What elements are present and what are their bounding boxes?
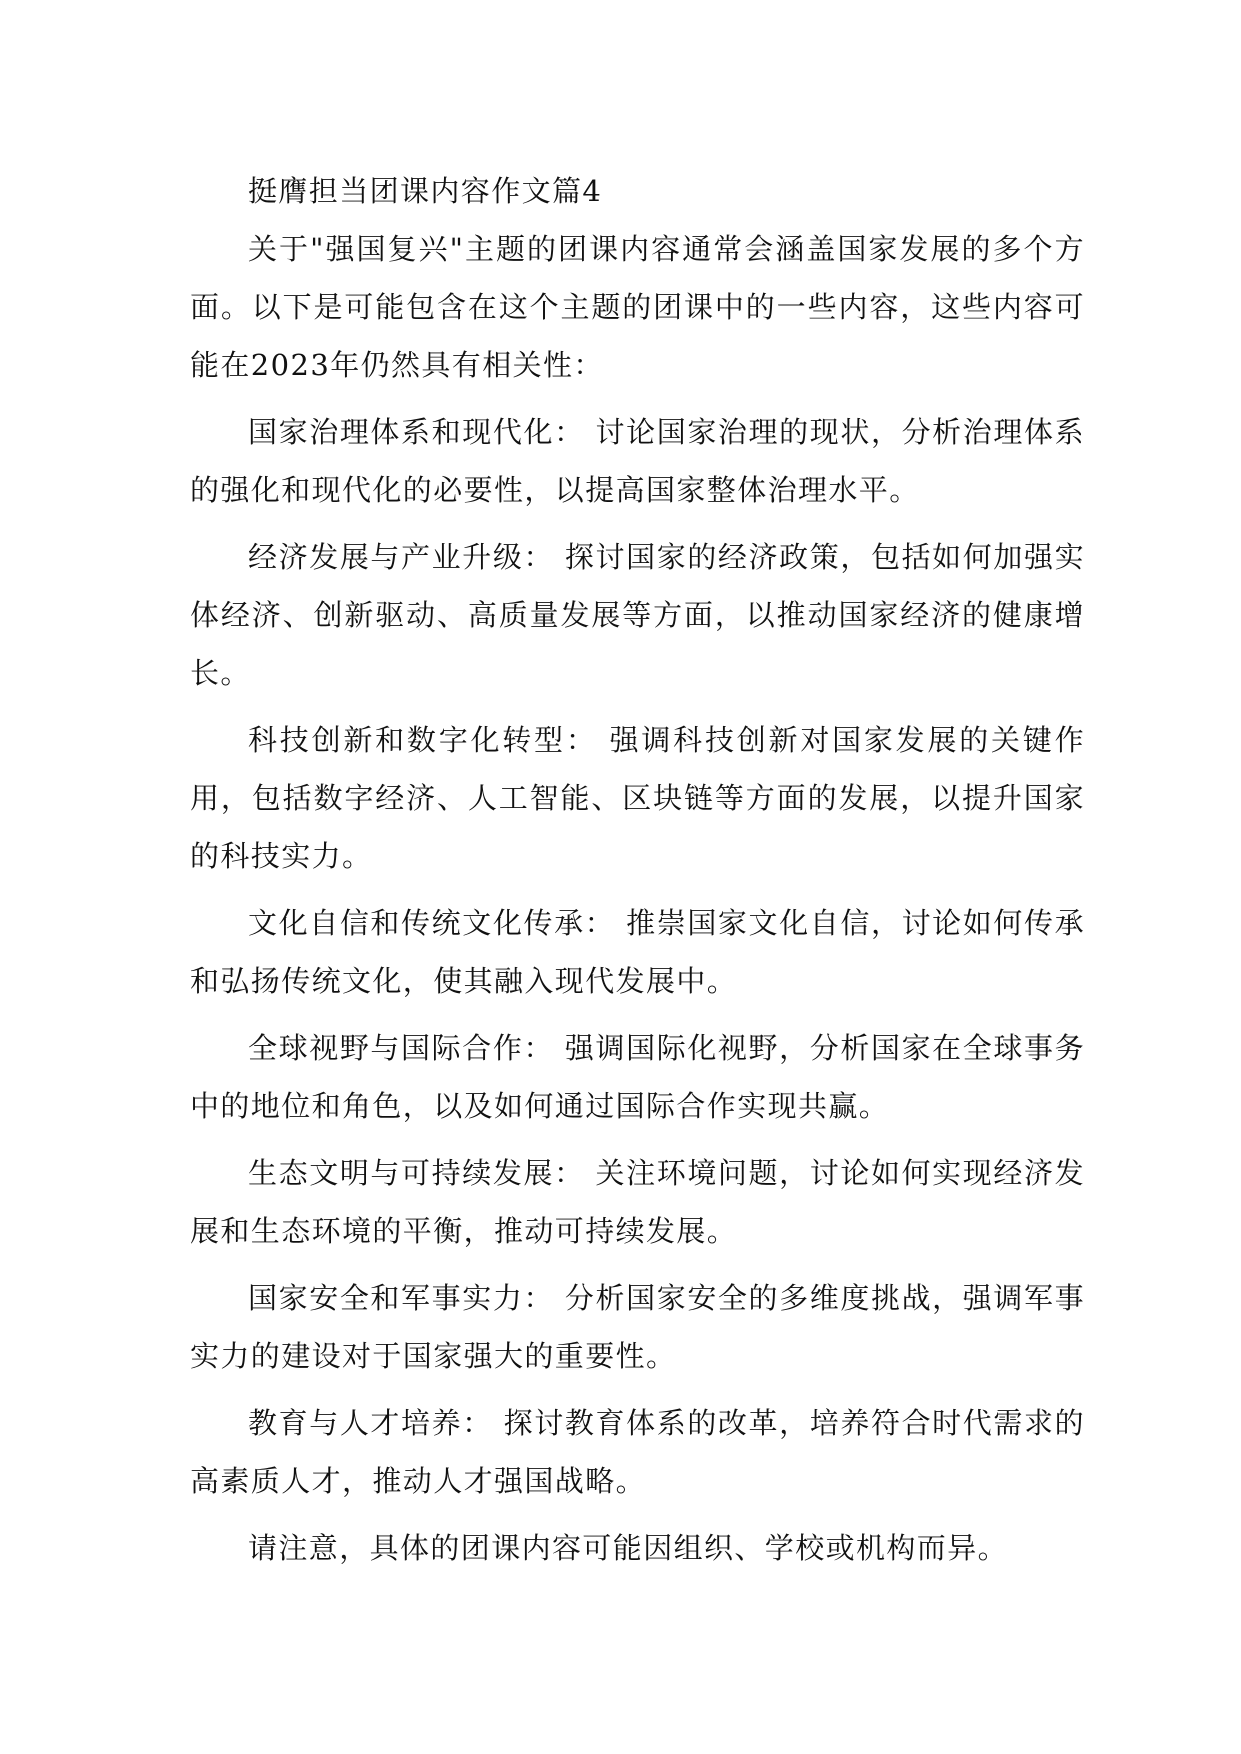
paragraph-culture: 文化自信和传统文化传承： 推崇国家文化自信，讨论如何传承和弘扬传统文化，使其融入现代发展中。 [190, 906, 1085, 998]
paragraph-governance: 国家治理体系和现代化： 讨论国家治理的现状，分析治理体系的强化和现代化的必要性，以提高国家整体治理水平。 [190, 415, 1085, 507]
paragraph-intro: 关于"强国复兴"主题的团课内容通常会涵盖国家发展的多个方面。以下是可能包含在这个主题的团课中的一些内容，这些内容可能在2023年仍然具有相关性： [190, 232, 1085, 382]
document-title: 挺膺担当团课内容作文篇4 [248, 174, 603, 208]
document-page [190, 162, 1085, 1577]
paragraph-technology: 科技创新和数字化转型： 强调科技创新对国家发展的关键作用，包括数字经济、人工智能、区块链等方面的发展，以提升国家的科技实力。 [190, 723, 1085, 873]
paragraph-ecology: 生态文明与可持续发展： 关注环境问题，讨论如何实现经济发展和生态环境的平衡，推动可持续发展。 [190, 1156, 1085, 1248]
paragraph-education: 教育与人才培养： 探讨教育体系的改革，培养符合时代需求的高素质人才，推动人才强国战略。 [190, 1406, 1085, 1498]
paragraph-economy: 经济发展与产业升级： 探讨国家的经济政策，包括如何加强实体经济、创新驱动、高质量发展等方面，以推动国家经济的健康增长。 [190, 540, 1085, 690]
paragraph-global: 全球视野与国际合作： 强调国际化视野，分析国家在全球事务中的地位和角色，以及如何通过国际合作实现共赢。 [190, 1031, 1085, 1123]
paragraph-security: 国家安全和军事实力： 分析国家安全的多维度挑战，强调军事实力的建设对于国家强大的重要性。 [190, 1281, 1085, 1373]
paragraph-note: 请注意，具体的团课内容可能因组织、学校或机构而异。 [248, 1531, 1009, 1565]
